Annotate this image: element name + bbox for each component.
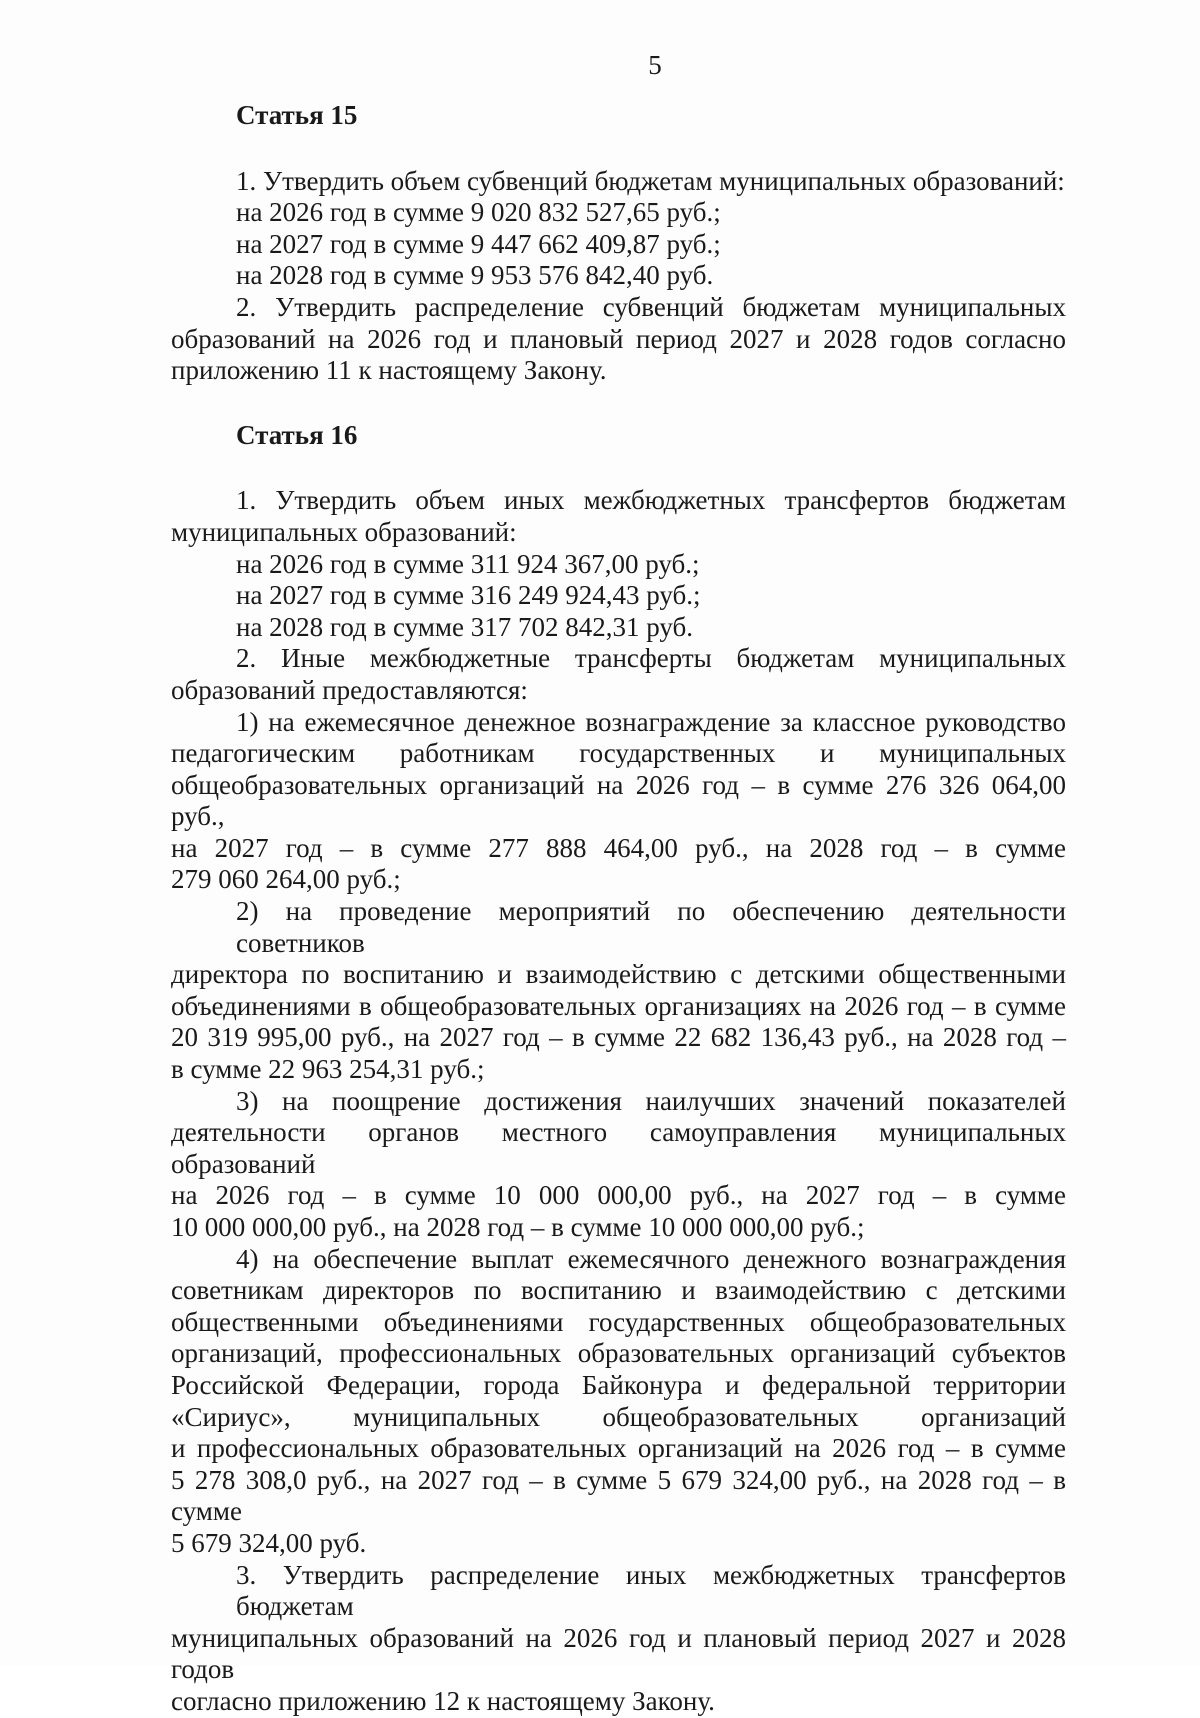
- year-amount-line: на 2028 год в сумме 317 702 842,31 руб.: [236, 611, 693, 642]
- paragraph-line: 3. Утвердить распределение иных межбюджетных трансфертов бюджетам: [236, 1559, 1066, 1622]
- paragraph-line: в сумме 22 963 254,31 руб.;: [171, 1054, 485, 1085]
- paragraph-line: образований предоставляются:: [171, 674, 528, 705]
- paragraph-line: организаций, профессиональных образовательных организаций субъектов: [171, 1338, 1066, 1369]
- paragraph-line: педагогическим работникам государственных и муниципальных: [171, 738, 1066, 769]
- year-amount-line: на 2028 год в сумме 9 953 576 842,40 руб.: [236, 260, 714, 291]
- year-amount-line: на 2027 год в сумме 9 447 662 409,87 руб.;: [236, 228, 721, 259]
- paragraph-line: 1. Утвердить объем иных межбюджетных трансфертов бюджетам: [236, 485, 1066, 516]
- paragraph-line: 2) на проведение мероприятий по обеспечению деятельности советников: [236, 896, 1066, 958]
- page-number: 5: [648, 50, 662, 80]
- paragraph-line: 20 319 995,00 руб., на 2027 год – в сумме 22 682 136,43 руб., на 2028 год –: [171, 1022, 1066, 1053]
- article-15-heading: Статья 15: [236, 100, 358, 130]
- paragraph-line: на 2027 год – в сумме 277 888 464,00 руб., на 2028 год – в сумме: [171, 832, 1066, 863]
- subitem-4: [171, 1244, 1066, 1560]
- paragraph-line: на 2026 год – в сумме 10 000 000,00 руб., на 2027 год – в сумме: [171, 1180, 1066, 1211]
- paragraph-line: муниципальных образований на 2026 год и плановый период 2027 и 2028 годов: [171, 1622, 1066, 1685]
- paragraph-line: муниципальных образований:: [171, 516, 517, 547]
- subitem-1: [171, 707, 1066, 897]
- paragraph-line: и профессиональных образовательных организаций на 2026 год – в сумме: [171, 1433, 1066, 1464]
- paragraph-line: 2. Иные межбюджетные трансферты бюджетам муниципальных: [236, 643, 1066, 674]
- article-15-item-1: [171, 166, 1066, 292]
- paragraph-line: согласно приложению 12 к настоящему Закону.: [171, 1685, 715, 1716]
- paragraph-line: 10 000 000,00 руб., на 2028 год – в сумме 10 000 000,00 руб.;: [171, 1212, 865, 1242]
- paragraph-line: 4) на обеспечение выплат ежемесячного денежного вознаграждения: [236, 1243, 1066, 1274]
- paragraph-line: общественными объединениями государственных общеобразовательных: [171, 1306, 1066, 1337]
- article-16-item-1: [171, 485, 1066, 643]
- paragraph-line: 3) на поощрение достижения наилучших значений показателей: [236, 1085, 1066, 1116]
- paragraph-line: образований на 2026 год и плановый период 2027 и 2028 годов согласно: [171, 323, 1066, 354]
- paragraph-line: деятельности органов местного самоуправления муниципальных образований: [171, 1117, 1066, 1179]
- paragraph-line: «Сириус», муниципальных общеобразовательных организаций: [171, 1401, 1066, 1432]
- article-16-item-3: [171, 1560, 1066, 1718]
- paragraph-line: Российской Федерации, города Байконура и федеральной территории: [171, 1369, 1066, 1400]
- paragraph-line: 1) на ежемесячное денежное вознаграждение за классное руководство: [236, 706, 1066, 737]
- paragraph-line: 279 060 264,00 руб.;: [171, 864, 401, 895]
- paragraph-line: директора по воспитанию и взаимодействию с детскими общественными: [171, 959, 1066, 990]
- year-amount-line: на 2026 год в сумме 311 924 367,00 руб.;: [236, 548, 700, 579]
- year-amount-line: на 2027 год в сумме 316 249 924,43 руб.;: [236, 580, 701, 611]
- article-16-heading: Статья 16: [236, 419, 358, 450]
- article-15-item-2: [171, 292, 1066, 387]
- paragraph-line: 1. Утвердить объем субвенций бюджетам муниципальных образований:: [236, 165, 1065, 196]
- paragraph-line: приложению 11 к настоящему Закону.: [171, 355, 607, 386]
- paragraph-line: общеобразовательных организаций на 2026 год – в сумме 276 326 064,00 руб.,: [171, 769, 1066, 832]
- article-16-item-2: [171, 643, 1066, 706]
- document-body: [171, 100, 1066, 1718]
- paragraph-line: 5 679 324,00 руб.: [171, 1527, 367, 1558]
- subitem-3: [171, 1086, 1066, 1244]
- paragraph-line: 5 278 308,0 руб., на 2027 год – в сумме 5 679 324,00 руб., на 2028 год – в сумме: [171, 1464, 1066, 1527]
- paragraph-line: советникам директоров по воспитанию и взаимодействию с детскими: [171, 1275, 1066, 1306]
- paragraph-line: объединениями в общеобразовательных организациях на 2026 год – в сумме: [171, 990, 1066, 1021]
- year-amount-line: на 2026 год в сумме 9 020 832 527,65 руб.;: [236, 197, 721, 228]
- paragraph-line: 2. Утвердить распределение субвенций бюджетам муниципальных: [236, 291, 1066, 322]
- subitem-2: [171, 896, 1066, 1086]
